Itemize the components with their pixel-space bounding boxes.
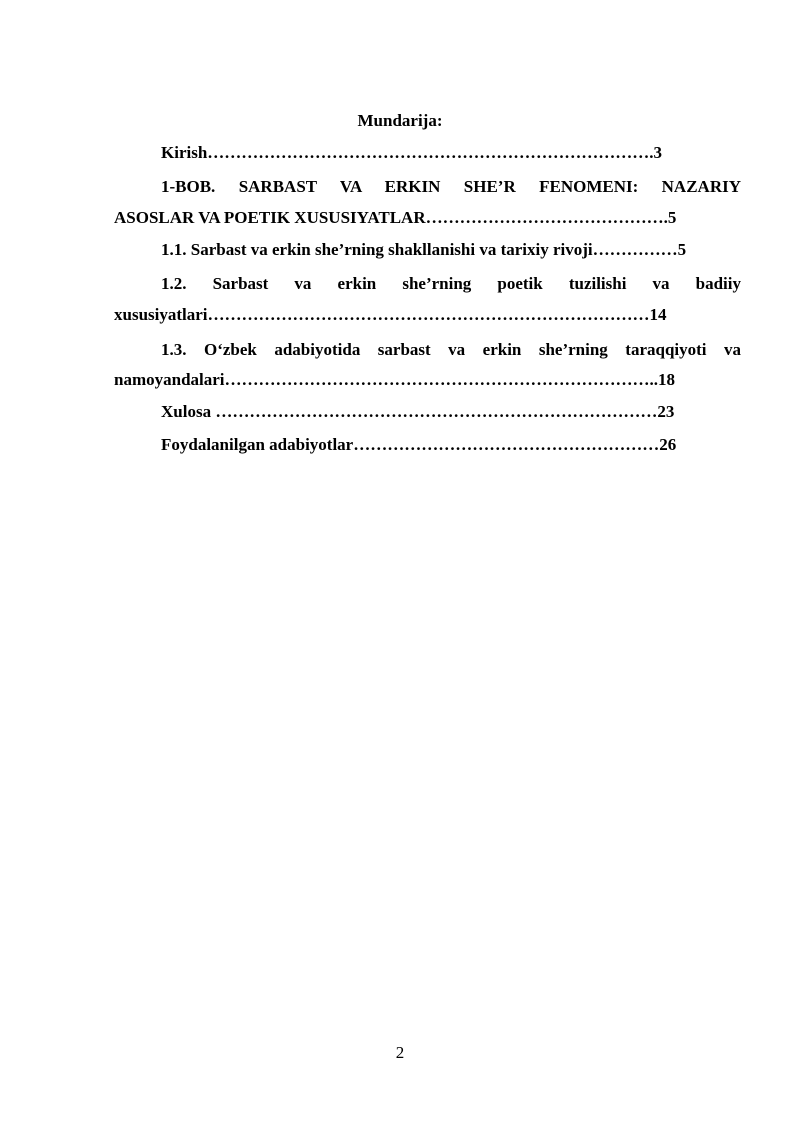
toc-entry-chapter1-line2: ASOSLAR VA POETIK XUSUSIYATLAR…………………………………….5 xyxy=(114,208,677,227)
toc-entry-section-1-1: 1.1. Sarbast va erkin she’rning shakllanishi va tarixiy rivoji……………5 xyxy=(161,240,687,259)
toc-entry-section-1-2-line1: 1.2. Sarbast va erkin she’rning poetik tuzilishi va badiiy xyxy=(161,274,741,293)
toc-entry-section-1-3-line2: namoyandalari…………………………………………………………………..18 xyxy=(114,370,676,389)
toc-entry-kirish: Kirish…………………………………………………………………….3 xyxy=(161,143,663,162)
toc-entry-section-1-3-line1: 1.3. O‘zbek adabiyotida sarbast va erkin she’rning taraqqiyoti va xyxy=(161,340,741,359)
toc-entry-section-1-2-line2: xususiyatlari……………………………………………………………………14 xyxy=(114,305,667,324)
toc-entry-chapter1-line1: 1-BOB. SARBAST VA ERKIN SHE’R FENOMENI: NAZARIY xyxy=(161,177,741,196)
page-number: 2 xyxy=(395,1043,405,1062)
toc-title: Mundarija: xyxy=(357,111,443,130)
toc-entry-adabiyotlar: Foydalanilgan adabiyotlar………………………………………………26 xyxy=(161,435,677,454)
toc-entry-xulosa: Xulosa ……………………………………………………………………23 xyxy=(161,402,675,421)
